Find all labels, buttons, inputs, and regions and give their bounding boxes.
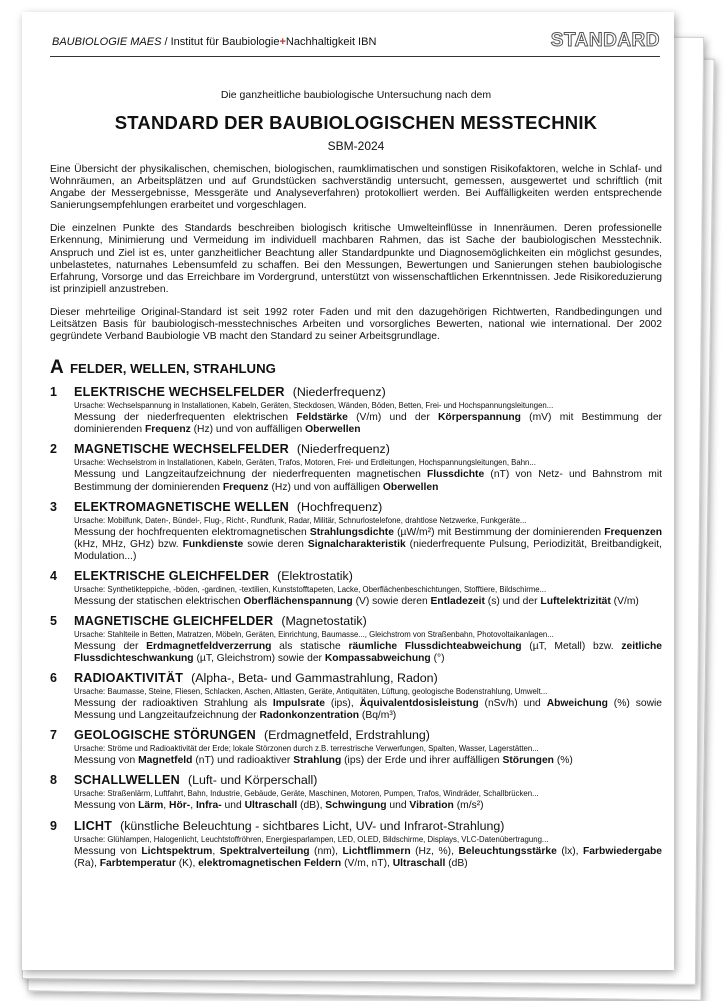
measure-term: Abweichung xyxy=(546,698,608,710)
description-text: (nm), xyxy=(309,845,343,857)
description-text: (V/m, nT), xyxy=(341,857,393,869)
description-text: als statische xyxy=(271,640,349,652)
measure-term: Ultraschall xyxy=(392,857,446,869)
institute-name-b: Nachhaltigkeit IBN xyxy=(285,36,377,48)
measure-term: Äquivalentdosisleistung xyxy=(359,698,479,710)
description-text: (V) sowie deren xyxy=(352,595,431,607)
item-number: 5 xyxy=(50,613,57,628)
list-item xyxy=(50,614,662,665)
measure-term: Farbwiedergabe xyxy=(583,845,662,857)
measure-term: Lärm xyxy=(138,800,164,812)
item-title: LICHT xyxy=(74,818,113,833)
measure-term: Frequenz xyxy=(222,481,269,493)
measure-term: Ultraschall xyxy=(244,800,298,812)
brand-name: BAUBIOLOGIE MAES xyxy=(52,36,162,48)
measure-term: Spektralverteilung xyxy=(219,845,310,857)
measure-term: Oberwellen xyxy=(382,481,439,493)
section-heading xyxy=(50,357,662,379)
list-item xyxy=(50,819,662,870)
description-text: , xyxy=(190,800,196,812)
list-item xyxy=(50,728,662,767)
measure-term: Frequenzen xyxy=(604,526,663,538)
item-title: GEOLOGISCHE STÖRUNGEN xyxy=(74,728,256,743)
item-heading xyxy=(50,614,662,628)
measure-term: zeitliche Flussdichteschwankung xyxy=(74,640,662,665)
list-item xyxy=(50,671,662,722)
item-description xyxy=(74,527,662,563)
item-number: 4 xyxy=(50,568,57,583)
description-text: (µT, Metall) bzw. xyxy=(521,640,622,652)
item-cause: Ursache: Ströme und Radioaktivität der Erde; lokale Störzonen durch z.B. terrestrische Verwerfungen, Spalten, Wasser, Lagerstätten... xyxy=(74,744,539,754)
item-title: ELEKTROMAGNETISCHE WELLEN xyxy=(74,499,289,514)
description-text: (K), xyxy=(175,857,199,869)
description-text: (niederfrequente Pulsung, Periodizität, Breitbandigkeit, Modulation...) xyxy=(74,538,663,562)
item-description xyxy=(74,469,662,493)
measure-term: Radonkonzentration xyxy=(259,710,360,722)
description-text: (m/s²) xyxy=(453,800,484,812)
description-text: (Hz) und von auffälligen xyxy=(268,481,383,493)
document-page xyxy=(22,12,674,970)
description-text: Messung von xyxy=(74,845,142,857)
item-cause: Ursache: Straßenlärm, Luftfahrt, Bahn, Industrie, Gebäude, Geräte, Maschinen, Motoren, Pumpen, Trafos, Windräder, Schallbrücken... xyxy=(74,789,539,799)
description-text: und xyxy=(386,800,410,812)
item-subtitle: (Hochfrequenz) xyxy=(296,499,383,514)
item-number: 1 xyxy=(50,385,57,400)
item-subtitle: (Erdmagnetfeld, Erdstrahlung) xyxy=(263,728,430,743)
measure-term: Oberflächenspannung xyxy=(243,595,353,607)
measure-term: Hör- xyxy=(169,800,191,812)
measure-term: Magnetfeld xyxy=(138,755,193,767)
measure-term: Lichtflimmern xyxy=(342,845,411,857)
item-description xyxy=(74,800,662,812)
item-cause: Ursache: Mobilfunk, Daten-, Bündel-, Flug-, Richt-, Rundfunk, Radar, Militär, Schnurlostelefone, drahtlose Netzwerke, Funkgeräte... xyxy=(74,515,527,525)
item-number: 8 xyxy=(50,773,57,788)
description-text: (µW/m²) mit Bestimmung der dominierenden xyxy=(393,526,605,538)
measure-term: Störungen xyxy=(502,755,554,767)
item-description xyxy=(74,698,662,722)
item-heading xyxy=(50,773,662,787)
list-item xyxy=(50,442,662,493)
intro-line: Die ganzheitliche baubiologische Untersuchung nach dem xyxy=(220,89,492,101)
measure-term: Infra- xyxy=(195,800,222,812)
description-text: (dB) xyxy=(445,857,468,869)
header-brand xyxy=(52,36,376,48)
item-subtitle: (Niederfrequenz) xyxy=(296,442,390,457)
standard-badge: STANDARD xyxy=(550,30,660,51)
item-heading xyxy=(50,442,662,456)
description-text: Messung der hochfrequenten elektromagnetischen xyxy=(74,526,310,538)
measure-term: Oberwellen xyxy=(305,424,361,436)
list-item xyxy=(50,385,662,436)
institute-name-a: Institut für Baubiologie xyxy=(170,36,280,48)
item-heading xyxy=(50,671,662,685)
list-item xyxy=(50,773,662,812)
description-text: (dB), xyxy=(297,800,326,812)
description-text: Messung der xyxy=(74,640,147,652)
description-text: (Hz) und von auffälligen xyxy=(190,424,306,436)
item-heading xyxy=(50,500,662,514)
measure-term: Entladezeit xyxy=(430,595,485,607)
description-text: Messung der radioaktiven Strahlung als xyxy=(74,698,273,710)
item-title: RADIOAKTIVITÄT xyxy=(74,671,184,686)
description-text: (Hz, %), xyxy=(410,845,459,857)
description-text: (%) sowie Messung und Langzeitaufzeichnung der xyxy=(74,698,663,722)
description-text: und xyxy=(221,800,245,812)
measure-term: Luftelektrizität xyxy=(540,595,611,607)
description-text: (°) xyxy=(430,653,445,665)
description-text: (V/m) und der xyxy=(347,412,438,424)
description-text: (µT, Gleichstrom) sowie der xyxy=(193,653,325,665)
measure-term: räumliche Flussdichteabweichung xyxy=(348,640,522,652)
item-number: 9 xyxy=(50,818,57,833)
item-title: MAGNETISCHE GLEICHFELDER xyxy=(74,613,274,628)
document-subtitle: SBM-2024 xyxy=(327,139,385,153)
description-text: sowie deren xyxy=(243,538,308,550)
item-subtitle: (Niederfrequenz) xyxy=(292,385,386,400)
item-heading xyxy=(50,569,662,583)
measure-term: Feldstärke xyxy=(296,412,348,424)
measure-term: Kompassabweichung xyxy=(324,653,431,665)
description-text: Messung der niederfrequenten elektrischen xyxy=(74,412,297,424)
measure-term: elektromagnetischen Feldern xyxy=(198,857,342,869)
description-text: (V/m) xyxy=(610,595,639,607)
paragraph-3: Dieser mehrteilige Original-Standard ist seit 1992 roter Faden und mit den dazugehörigen Richtwerten, Randbedingungen und Leitsätzen Basis für baubiologisch-messtechnisches Arbeiten und vorsorgliches Bewerten, national wie international. Der 2002 gegründete Verband Baubiologie VB macht den Standard zu seiner Arbeitsgrundlage. xyxy=(50,306,662,343)
item-title: MAGNETISCHE WECHSELFELDER xyxy=(74,442,289,457)
item-title: ELEKTRISCHE WECHSELFELDER xyxy=(74,385,285,400)
brand-separator: / xyxy=(164,36,168,48)
item-heading xyxy=(50,728,662,742)
section-letter: A xyxy=(50,357,64,379)
item-subtitle: (Alpha-, Beta- und Gammastrahlung, Radon) xyxy=(191,671,438,686)
item-cause: Ursache: Synthetikteppiche, -böden, -gardinen, -textilien, Kunststofftapeten, Lacke, Oberflächenbeschichtungen, Stofftiere, Bildschirme... xyxy=(74,584,547,594)
description-text: (mV) mit Bestimmung der dominierenden xyxy=(74,412,662,436)
description-text: Messung und Langzeitaufzeichnung der niederfrequenten magnetischen xyxy=(74,469,427,481)
item-description xyxy=(74,412,662,436)
measure-term: Körperspannung xyxy=(438,412,521,424)
item-cause: Ursache: Glühlampen, Halogenlicht, Leuchtstoffröhren, Energiesparlampen, LED, OLED, Bildschirme, Displays, VLC-Datenübertragung... xyxy=(74,834,549,844)
measure-term: Signalcharakteristik xyxy=(307,538,406,550)
item-title: ELEKTRISCHE GLEICHFELDER xyxy=(74,568,270,583)
item-description xyxy=(74,596,662,608)
item-subtitle: (Elektrostatik) xyxy=(277,568,353,583)
item-subtitle: (Magnetostatik) xyxy=(281,613,367,628)
description-text: (nT) von Netz- und Bahnstrom mit Bestimmung der dominierenden xyxy=(74,469,662,493)
description-text: (%) xyxy=(553,755,573,767)
item-subtitle: (Luft- und Körperschall) xyxy=(187,773,318,788)
item-cause: Ursache: Stahlteile in Betten, Matratzen, Möbeln, Geräten, Einrichtung, Baumasse..., Gleichstrom von Straßenbahn, Photovoltaikanlagen... xyxy=(74,629,554,639)
section-title: FELDER, WELLEN, STRAHLUNG xyxy=(70,361,276,377)
item-number: 2 xyxy=(50,442,57,457)
measure-term: Strahlungsdichte xyxy=(309,526,394,538)
measure-term: Schwingung xyxy=(325,800,387,812)
description-text: (ips), xyxy=(324,698,360,710)
description-text: , xyxy=(212,845,220,857)
description-text: (Ra), xyxy=(74,857,100,869)
item-cause: Ursache: Wechselstrom in Installationen, Kabeln, Geräten, Trafos, Motoren, Frei- und Erdleitungen, Hochspannungsleitungen, Bahn... xyxy=(74,458,536,468)
description-text: (Bq/m³) xyxy=(359,710,397,722)
measure-term: Frequenz xyxy=(144,424,191,436)
item-description xyxy=(74,846,662,870)
description-text: (s) und der xyxy=(484,595,541,607)
measure-term: Vibration xyxy=(409,800,454,812)
description-text: (lx), xyxy=(556,845,584,857)
item-cause: Ursache: Baumasse, Steine, Fliesen, Schlacken, Aschen, Altlasten, Geräte, Antiquitäten, Lüftung, geologische Bodenstrahlung, Umwelt... xyxy=(74,687,548,697)
item-number: 7 xyxy=(50,728,57,743)
measure-term: Erdmagnetfeldverzerrung xyxy=(146,640,272,652)
description-text: Messung der statischen elektrischen xyxy=(74,595,244,607)
list-item xyxy=(50,569,662,608)
measure-term: Funkdienste xyxy=(182,538,244,550)
document-title: STANDARD DER BAUBIOLOGISCHEN MESSTECHNIK xyxy=(114,112,598,133)
item-subtitle: (künstliche Beleuchtung - sichtbares Licht, UV- und Infrarot-Strahlung) xyxy=(120,818,505,833)
item-description xyxy=(74,755,662,767)
item-number: 3 xyxy=(50,499,57,514)
measure-term: Beleuchtungsstärke xyxy=(458,845,557,857)
measure-term: Strahlung xyxy=(293,755,342,767)
description-text: (ips) der Erde und ihrer auffälligen xyxy=(341,755,503,767)
paragraph-2: Die einzelnen Punkte des Standards beschreiben biologisch kritische Umwelteinflüsse in Innenräumen. Deren professionelle Erkennung, Minimierung und Vermeidung im individuell machbaren Rahmen, das ist Sache der baubiologischen Messtechnik. Anspruch und Ziel ist es, unter ganzheitlicher Beachtung aller Standardpunkte und Diagnosemöglichkeiten ein möglichst gesundes, unbelastetes, naturnahes Lebensumfeld zu schaffen. Bei den Messungen, Bewertungen und Sanierungen stehen baubiologische Erfahrung, Vorsorge und das Erreichbare im Vordergrund, unterstützt von wissenschaftlichen Erkenntnissen. Jede Risikoreduzierung ist prinzipiell anzustreben. xyxy=(50,223,662,295)
measure-term: Lichtspektrum xyxy=(141,845,213,857)
item-list xyxy=(50,385,662,870)
item-cause: Ursache: Wechselspannung in Installationen, Kabeln, Geräten, Steckdosen, Wänden, Böden, Betten, Frei- und Hochspannungsleitungen... xyxy=(74,401,554,411)
list-item xyxy=(50,500,662,563)
item-number: 6 xyxy=(50,671,57,686)
description-text: (nT) und radioaktiver xyxy=(192,755,294,767)
plus-mark: + xyxy=(279,36,286,48)
item-description xyxy=(74,641,662,665)
description-text: (nSv/h) und xyxy=(478,698,547,710)
item-heading xyxy=(50,385,662,399)
measure-term: Flussdichte xyxy=(427,469,485,481)
item-title: SCHALLWELLEN xyxy=(74,773,180,788)
item-heading xyxy=(50,819,662,833)
description-text: Messung von xyxy=(74,800,139,812)
description-text: , xyxy=(163,800,170,812)
measure-term: Impulsrate xyxy=(272,698,325,710)
description-text: Messung von xyxy=(74,755,139,767)
paragraph-1: Eine Übersicht der physikalischen, chemischen, biologischen, raumklimatischen und sonstigen Risikofaktoren, welche in Schlaf- und Wohnräumen, an Arbeitsplätzen und auf Grundstücken sachverständig untersucht, gemessen, ausgewertet und schriftlich (mit Angabe der Messergebnisse, Messgeräte und Analyseverfahren) protokolliert werden. Bei Auffälligkeiten werden entsprechende Sanierungsempfehlungen erarbeitet und vorgeschlagen. xyxy=(50,164,662,212)
measure-term: Farbtemperatur xyxy=(99,857,176,869)
description-text: (kHz, MHz, GHz) bzw. xyxy=(74,538,183,550)
page-header xyxy=(50,12,660,57)
